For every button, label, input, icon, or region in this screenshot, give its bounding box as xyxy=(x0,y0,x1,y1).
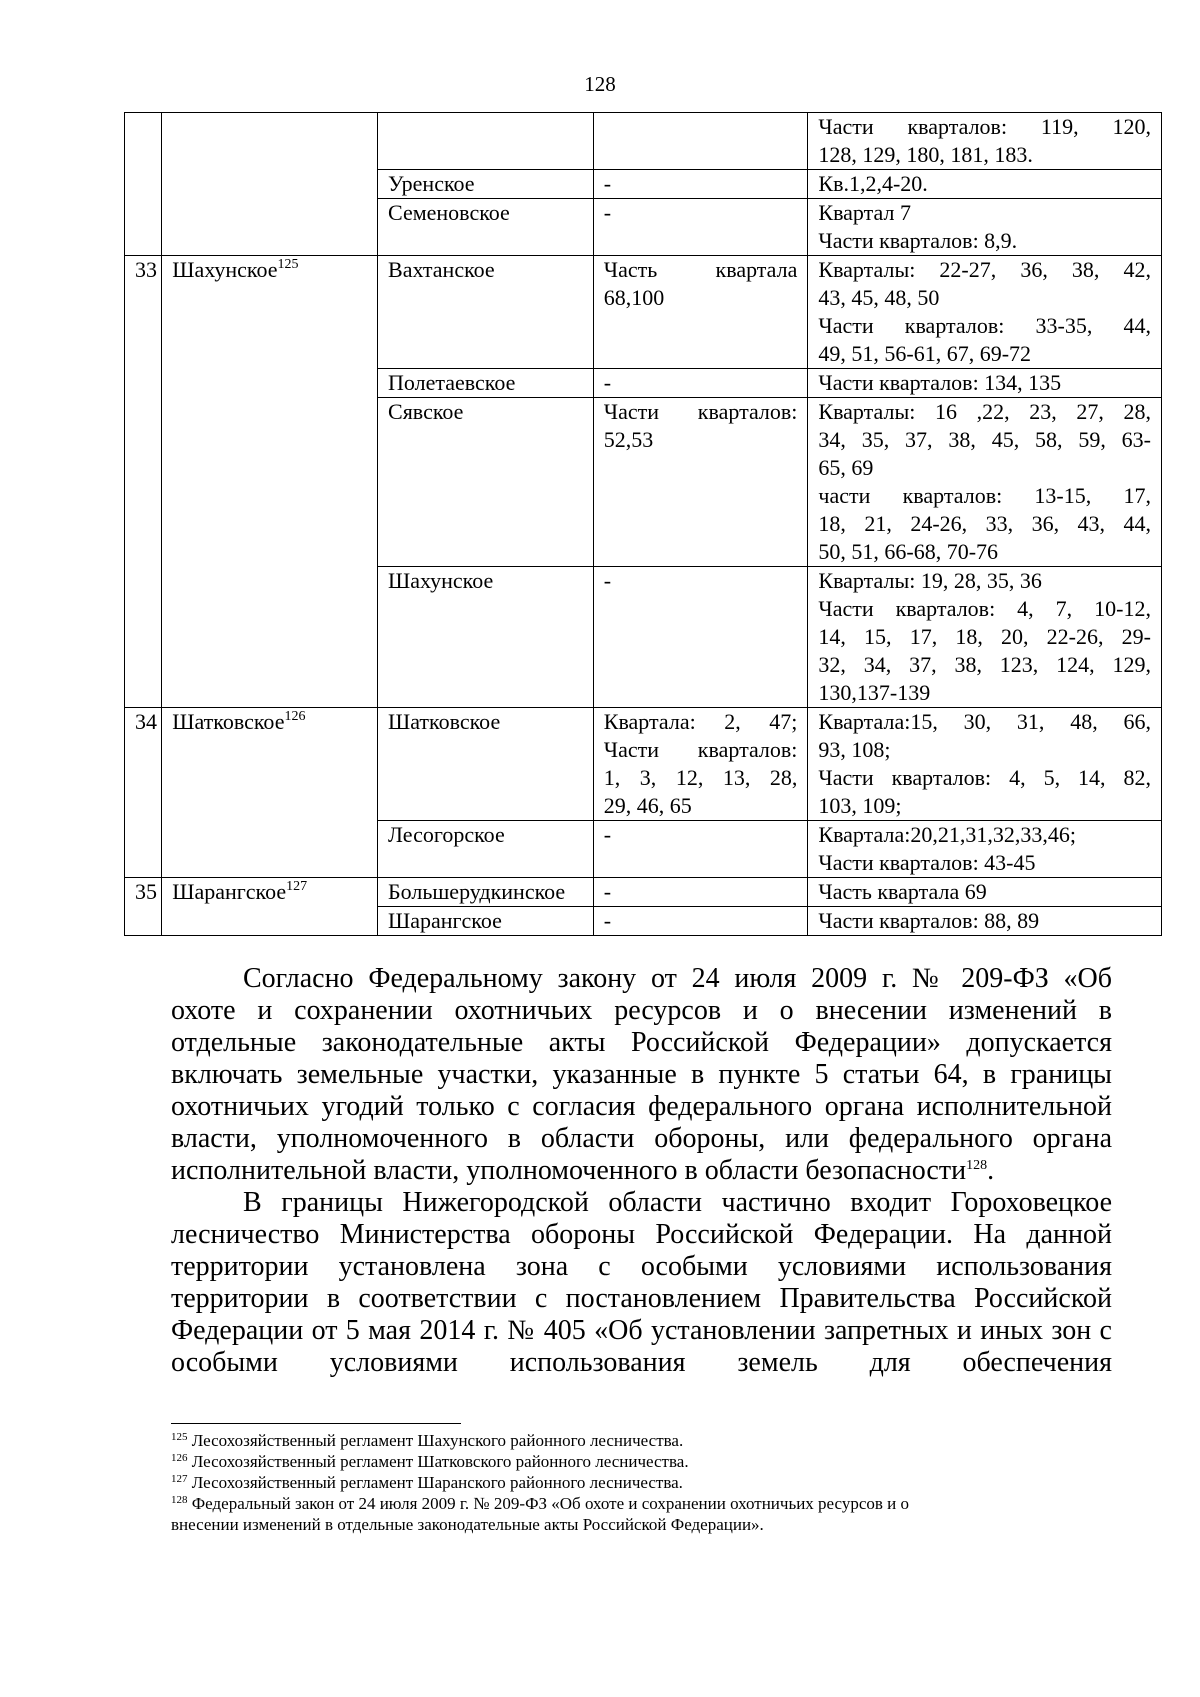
cell-quarters-list xyxy=(808,708,1162,821)
cell-number xyxy=(125,369,162,398)
footnote-number: 125 xyxy=(171,1431,188,1443)
body-text xyxy=(171,963,1112,1379)
cell-forestry: Лесогорское xyxy=(378,821,594,878)
cell-quarters-list xyxy=(808,369,1162,398)
table-row xyxy=(125,170,1162,199)
cell-forestry: Большерудкинское xyxy=(378,878,594,907)
footnote-text: Лесохозяйственный регламент Шатковского районного лесничества. xyxy=(187,1452,689,1471)
table-row xyxy=(125,369,1162,398)
cell-forestry: Шарангское xyxy=(378,907,594,936)
cell-line: Части кварталов: 119, 120, xyxy=(818,114,1151,139)
text-line-content: включать земельные участки, указанные в пункте 5 статьи 64, в границы xyxy=(171,1059,1112,1090)
cell-quarters-forestry-part: - xyxy=(593,567,808,708)
text-line xyxy=(171,963,1112,995)
cell-line: Квартала:20,21,31,32,33,46; xyxy=(818,822,1076,847)
footnote xyxy=(171,1430,1071,1451)
cell-district xyxy=(162,113,378,170)
footnote xyxy=(171,1514,1071,1535)
cell-quarters-list xyxy=(808,398,1162,567)
cell-district xyxy=(162,398,378,567)
footnote-text: Лесохозяйственный регламент Шаранского районного лесничества. xyxy=(187,1473,683,1492)
cell-quarters-forestry-part: - xyxy=(593,821,808,878)
text-line xyxy=(171,1059,1112,1091)
cell-quarters-forestry-part: - xyxy=(593,199,808,256)
cell-line: 34, 35, 37, 38, 45, 58, 59, 63- xyxy=(818,427,1151,452)
district-name: Шатковское xyxy=(172,709,285,734)
cell-district xyxy=(162,256,378,369)
text-line xyxy=(171,1251,1112,1283)
table-row xyxy=(125,113,1162,170)
cell-quarters-forestry-part xyxy=(593,256,808,369)
cell-line: Кв.1,2,4-20. xyxy=(818,171,928,196)
cell-line: части кварталов: 13-15, 17, xyxy=(818,483,1151,508)
cell-quarters-list xyxy=(808,170,1162,199)
footnote-text: Лесохозяйственный регламент Шахунского районного лесничества. xyxy=(187,1431,684,1450)
footnote-number: 128 xyxy=(171,1494,188,1506)
cell-line: 103, 109; xyxy=(818,793,902,818)
cell-line: Части кварталов: 4, 7, 10-12, xyxy=(818,596,1151,621)
cell-line: 14, 15, 17, 18, 20, 22-26, 29- xyxy=(818,624,1151,649)
cell-number xyxy=(125,113,162,170)
text-line-content: охоте и сохранении охотничьих ресурсов и о внесении изменений в xyxy=(171,995,1112,1026)
text-line-content: исполнительной власти, уполномоченного в области безопасности xyxy=(171,1155,967,1186)
footnote-separator xyxy=(171,1423,461,1424)
table-row xyxy=(125,878,1162,907)
text-line xyxy=(171,1187,1112,1219)
cell-line: 49, 51, 56-61, 67, 69-72 xyxy=(818,341,1032,366)
cell-line: Части кварталов: 134, 135 xyxy=(818,370,1062,395)
footnote-number: 127 xyxy=(171,1473,188,1485)
footnote-ref: 127 xyxy=(286,879,308,894)
cell-quarters-forestry-part: - xyxy=(593,907,808,936)
footnote xyxy=(171,1493,1071,1514)
cell-line: 32, 34, 37, 38, 123, 124, 129, xyxy=(818,652,1151,677)
cell-line: 128, 129, 180, 181, 183. xyxy=(818,142,1033,167)
cell-line: Квартала: 2, 47; xyxy=(603,709,798,734)
text-line-content: власти, уполномоченного в области обороны, или федерального органа xyxy=(171,1123,1112,1154)
cell-line: Квартала:15, 30, 31, 48, 66, xyxy=(818,709,1151,734)
cell-line: Части кварталов: 43-45 xyxy=(818,850,1036,875)
cell-line: 65, 69 xyxy=(818,455,874,480)
cell-forestry: Вахтанское xyxy=(378,256,594,369)
footnote-ref: 126 xyxy=(284,709,306,724)
text-line xyxy=(171,1027,1112,1059)
cell-line: Кварталы: 19, 28, 35, 36 xyxy=(818,568,1042,593)
paragraph-hunting-law xyxy=(171,963,1112,1187)
cell-line: Кварталы: 16 ,22, 23, 27, 28, xyxy=(818,399,1151,424)
cell-line: 68,100 xyxy=(603,285,665,310)
cell-line: Части кварталов: xyxy=(603,737,798,762)
cell-line: Квартал 7 xyxy=(818,200,911,225)
text-line xyxy=(171,1283,1112,1315)
footnote-text: внесении изменений в отдельные законодательные акты Российской Федерации». xyxy=(171,1515,764,1534)
cell-line: Части кварталов: 33-35, 44, xyxy=(818,313,1151,338)
text-line-content: особыми условиями использования земель для обеспечения xyxy=(171,1347,1112,1378)
text-line-content: отдельные законодательные акты Российской Федерации» допускается xyxy=(171,1027,1112,1058)
cell-number xyxy=(125,907,162,936)
cell-quarters-forestry-part: - xyxy=(593,170,808,199)
text-line-content: В границы Нижегородской области частично входит Гороховецкое xyxy=(243,1187,1112,1218)
text-line xyxy=(171,1347,1112,1379)
cell-forestry: Семеновское xyxy=(378,199,594,256)
cell-district xyxy=(162,199,378,256)
cell-number xyxy=(125,821,162,878)
text-line xyxy=(171,1315,1112,1347)
paragraph-gorokhovets-forestry xyxy=(171,1187,1112,1379)
cell-line: 1, 3, 12, 13, 28, xyxy=(603,765,798,790)
cell-quarters-list xyxy=(808,113,1162,170)
table-row xyxy=(125,907,1162,936)
cell-quarters-list xyxy=(808,907,1162,936)
cell-line: Часть квартала 69 xyxy=(818,879,987,904)
text-line xyxy=(171,1091,1112,1123)
text-line xyxy=(171,995,1112,1027)
cell-line: Часть квартала xyxy=(603,257,798,282)
cell-number: 33 xyxy=(125,256,162,369)
text-line xyxy=(171,1155,1112,1187)
cell-forestry: Уренское xyxy=(378,170,594,199)
cell-district xyxy=(162,708,378,821)
text-line-content: территории установлена зона с особыми условиями использования xyxy=(171,1251,1112,1282)
footnote xyxy=(171,1472,1071,1493)
table-row xyxy=(125,398,1162,567)
footnote-ref: 128 xyxy=(966,1158,988,1173)
cell-quarters-list xyxy=(808,821,1162,878)
cell-line: Части кварталов: 4, 5, 14, 82, xyxy=(818,765,1151,790)
cell-district xyxy=(162,567,378,708)
forestry-quarters-table xyxy=(124,112,1162,936)
cell-forestry: Полетаевское xyxy=(378,369,594,398)
cell-number: 35 xyxy=(125,878,162,907)
cell-line: 43, 45, 48, 50 xyxy=(818,285,940,310)
cell-number xyxy=(125,398,162,567)
cell-forestry: Шатковское xyxy=(378,708,594,821)
cell-quarters-forestry-part xyxy=(593,708,808,821)
text-line-content: Согласно Федеральному закону от 24 июля 2009 г. № 209-ФЗ «Об xyxy=(243,963,1112,994)
cell-line: Части кварталов: 88, 89 xyxy=(818,908,1040,933)
cell-line: 130,137-139 xyxy=(818,680,931,705)
cell-quarters-forestry-part: - xyxy=(593,369,808,398)
district-name: Шахунское xyxy=(172,257,278,282)
cell-quarters-list xyxy=(808,256,1162,369)
cell-line: Кварталы: 22-27, 36, 38, 42, xyxy=(818,257,1151,282)
cell-number xyxy=(125,170,162,199)
page-number: 128 xyxy=(584,72,616,96)
table-row xyxy=(125,567,1162,708)
cell-quarters-list xyxy=(808,199,1162,256)
cell-forestry: Сявское xyxy=(378,398,594,567)
cell-line: Части кварталов: 8,9. xyxy=(818,228,1018,253)
text-line-content: территории в соответствии с постановлением Правительства Российской xyxy=(171,1283,1112,1314)
cell-line: 50, 51, 66-68, 70-76 xyxy=(818,539,999,564)
text-line-content: Федерации от 5 мая 2014 г. № 405 «Об установлении запретных и иных зон с xyxy=(171,1315,1112,1346)
sentence-end: . xyxy=(987,1155,995,1186)
table-row xyxy=(125,708,1162,821)
cell-quarters-forestry-part xyxy=(593,398,808,567)
cell-number: 34 xyxy=(125,708,162,821)
cell-district xyxy=(162,907,378,936)
footnotes xyxy=(171,1430,1071,1535)
table-row xyxy=(125,199,1162,256)
text-line xyxy=(171,1123,1112,1155)
footnote-ref: 125 xyxy=(277,257,299,272)
cell-line: Части кварталов: xyxy=(603,399,798,424)
footnote xyxy=(171,1451,1071,1472)
cell-quarters-forestry-part: - xyxy=(593,878,808,907)
district-name: Шарангское xyxy=(172,879,287,904)
footnote-text: Федеральный закон от 24 июля 2009 г. № 209-ФЗ «Об охоте и сохранении охотничьих ресурсов и о xyxy=(187,1494,910,1513)
cell-quarters-list xyxy=(808,567,1162,708)
cell-line: 18, 21, 24-26, 33, 36, 43, 44, xyxy=(818,511,1151,536)
cell-number xyxy=(125,567,162,708)
cell-district xyxy=(162,170,378,199)
cell-district xyxy=(162,369,378,398)
cell-forestry: Шахунское xyxy=(378,567,594,708)
cell-quarters-forestry-part xyxy=(593,113,808,170)
cell-line: 93, 108; xyxy=(818,737,891,762)
footnote-number: 126 xyxy=(171,1452,188,1464)
text-line xyxy=(171,1219,1112,1251)
cell-district xyxy=(162,878,378,907)
cell-forestry xyxy=(378,113,594,170)
table-row xyxy=(125,256,1162,369)
cell-line: 29, 46, 65 xyxy=(603,793,692,818)
cell-line: 52,53 xyxy=(603,427,654,452)
table-row xyxy=(125,821,1162,878)
cell-number xyxy=(125,199,162,256)
cell-quarters-list xyxy=(808,878,1162,907)
text-line-content: лесничество Министерства обороны Российской Федерации. На данной xyxy=(171,1219,1112,1250)
text-line-content: охотничьих угодий только с согласия федерального органа исполнительной xyxy=(171,1091,1112,1122)
cell-district xyxy=(162,821,378,878)
